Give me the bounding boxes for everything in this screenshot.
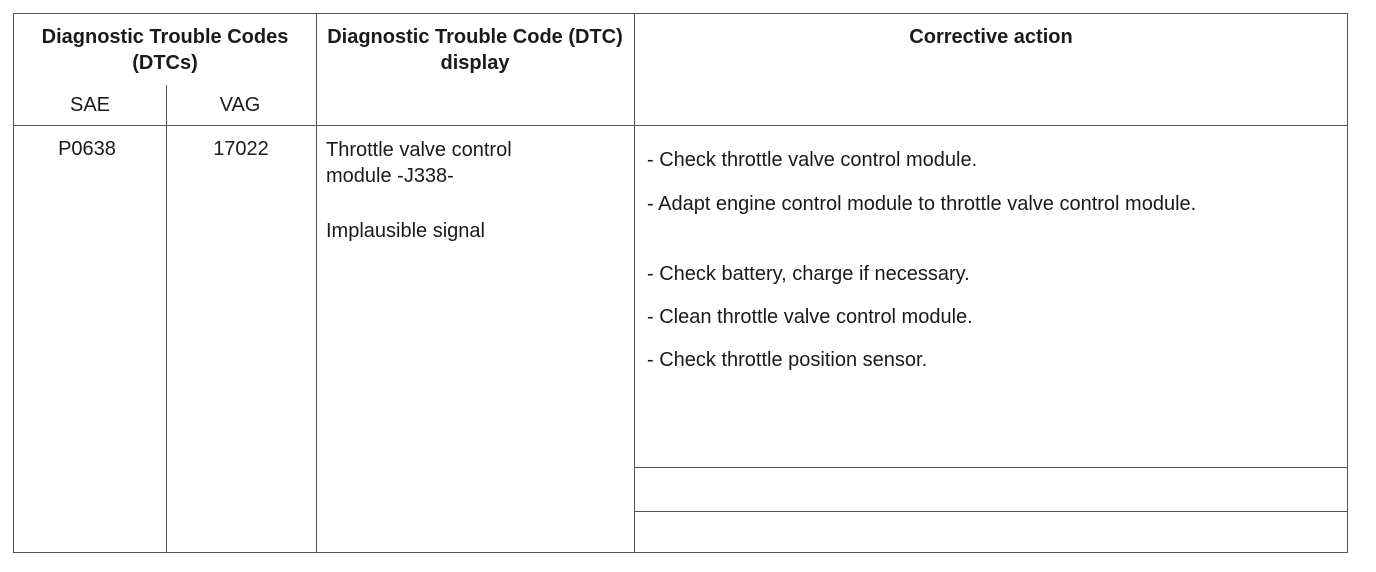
divider-display-action — [634, 13, 635, 553]
header-vag: VAG — [219, 94, 261, 116]
action-row-line-2 — [634, 511, 1348, 512]
dtc-display-line-2: module -J338- — [326, 165, 454, 187]
header-dtc-group: Diagnostic Trouble Codes (DTCs) — [41, 26, 289, 74]
action-item: - Adapt engine control module to throttle valve control module. — [647, 193, 1197, 215]
dtc-display-line-1: Throttle valve control — [326, 139, 512, 161]
divider-sae-vag — [166, 85, 167, 553]
action-item: - Check battery, charge if necessary. — [647, 263, 970, 285]
vag-code: 17022 — [213, 138, 269, 160]
action-item: - Clean throttle valve control module. — [647, 306, 973, 328]
header-corrective-action: Corrective action — [909, 26, 1073, 48]
action-item: - Check throttle position sensor. — [647, 349, 928, 371]
action-row-line-1 — [634, 467, 1348, 468]
header-sae: SAE — [69, 94, 111, 116]
header-dtc-display: Diagnostic Trouble Code (DTC) display — [327, 26, 623, 74]
action-item: - Check throttle valve control module. — [647, 149, 978, 171]
divider-codes-display — [316, 13, 317, 553]
dtc-display-line-3: Implausible signal — [326, 220, 485, 242]
header-bottom-line — [13, 125, 1348, 126]
sae-code: P0638 — [58, 138, 116, 160]
